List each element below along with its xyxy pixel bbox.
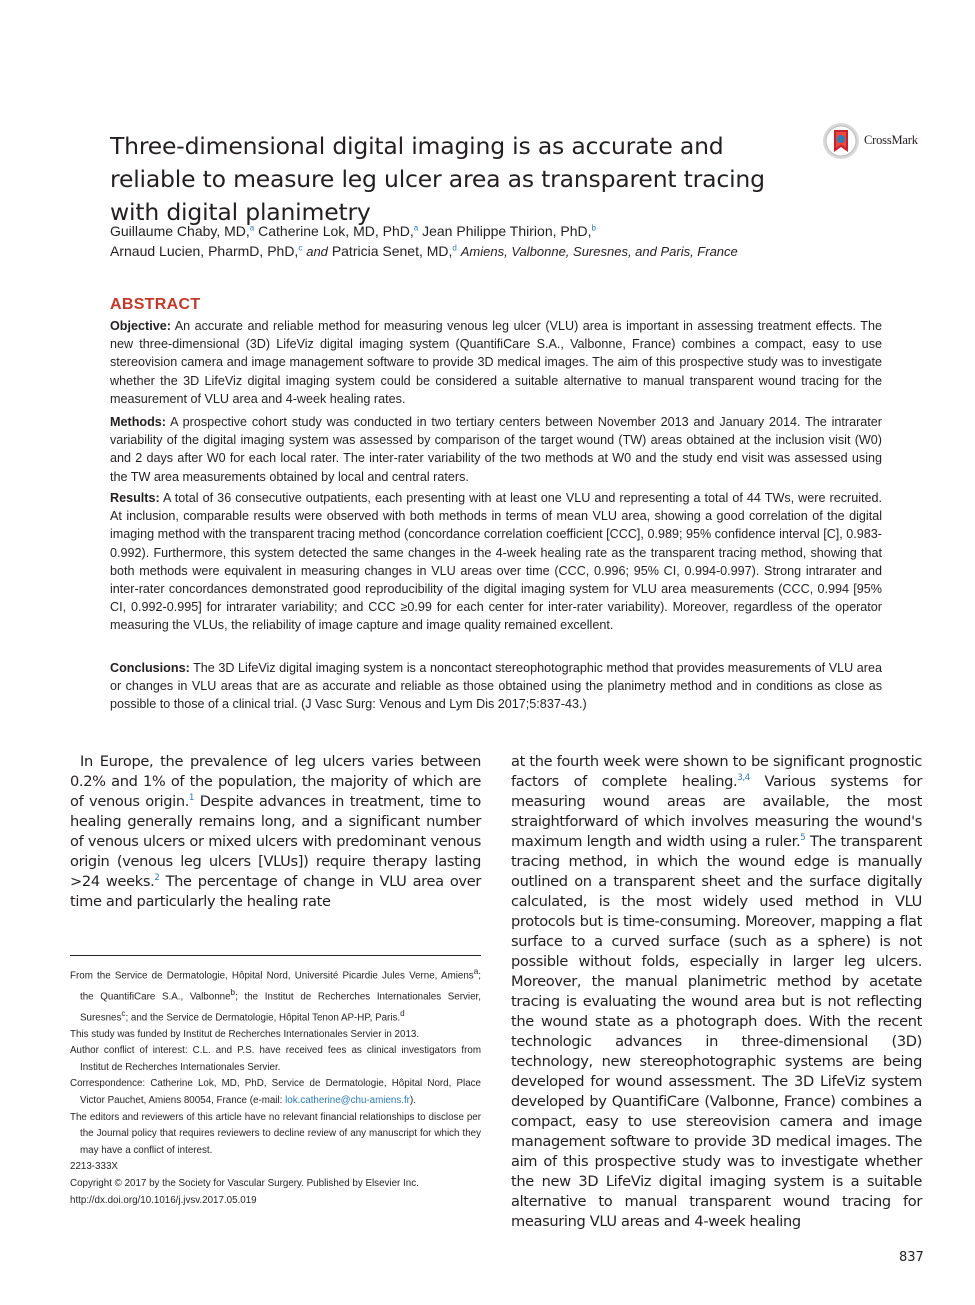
footnote-affiliations bbox=[70, 964, 481, 1027]
footnote-text: From the Service de Dermatologie, Hôpital Nord, Université Picardie Jules Verne, Amiens bbox=[70, 970, 474, 982]
abstract-objective bbox=[110, 317, 882, 408]
affiliation-marker[interactable]: d bbox=[452, 243, 457, 253]
footnote-funding: This study was funded by Institut de Recherches Internationales Servier in 2013. bbox=[70, 1028, 420, 1040]
affiliation-marker[interactable]: a bbox=[249, 223, 255, 233]
crossmark-icon bbox=[822, 122, 860, 160]
footnote-correspondence bbox=[70, 1076, 481, 1109]
body-column-right bbox=[511, 752, 922, 1232]
section-label: Results: bbox=[110, 491, 160, 505]
section-label: Methods: bbox=[110, 415, 166, 429]
body-text: The transparent tracing method, in which the wound edge is manually outlined on a transparent sheet and the surface digitally calculated, is the most widely used method in VLU protocols but is time-consuming. Moreover, mapping a flat surface to a curved surface (such as a sphere) is not possible without folds, especially in larger leg ulcers. Moreover, the manual planimetric method by acetate tracing is evaluating the wound area but is not reflecting the wound state as a photograph does. With the recent technologic advances in three-dimensional (3D) technology, new stereophotographic systems are being developed for wound assessment. The 3D LifeViz system developed by QuantifiCare (Valbonne, France) combines a compact, easy to use stereovision camera and image management software to provide 3D medical images. The aim of this prospective study was to investigate whether the new 3D LifeViz digital imaging system is a suitable alternative to manual transparent wound tracing for measuring VLU areas and 4-week healing bbox=[511, 833, 922, 1230]
citation-link[interactable]: 2 bbox=[154, 873, 160, 884]
affiliation-marker[interactable]: c bbox=[298, 243, 303, 253]
body-text: In Europe, the prevalence of leg ulcers varies between 0.2% and 1% of the population, the majority of which are of venous origin. bbox=[70, 753, 481, 810]
affiliation-marker: a bbox=[473, 967, 479, 976]
doi-link[interactable]: http://dx.doi.org/10.1016/j.jvsv.2017.05.019 bbox=[70, 1194, 257, 1206]
footnote-text: ; and the Service de Dermatologie, Hôpital Tenon AP-HP, Paris. bbox=[125, 1011, 401, 1023]
crossmark-badge[interactable] bbox=[822, 122, 932, 162]
footnote-conflict: Author conflict of interest: C.L. and P.S. have received fees as clinical investigators from Institut de Recherches Internationales Servier. bbox=[70, 1045, 481, 1073]
body-column-left bbox=[70, 752, 481, 912]
citation-link[interactable]: 5 bbox=[800, 833, 806, 844]
author-name: Catherine Lok, MD, PhD, bbox=[258, 223, 414, 239]
section-label: Conclusions: bbox=[110, 661, 190, 675]
author-conjunction: and bbox=[306, 244, 328, 259]
author-name: Guillaume Chaby, MD, bbox=[110, 223, 250, 239]
affiliation-marker: d bbox=[400, 1008, 405, 1018]
affiliation-marker[interactable]: a bbox=[413, 223, 419, 233]
citation-link[interactable]: 3,4 bbox=[737, 773, 750, 784]
footnote-editors: The editors and reviewers of this article have no relevant financial relationships to disclose per the Journal policy that requires reviewers to decline review of any manuscript for which they may have a conflict of interest. bbox=[70, 1111, 481, 1156]
body-text: Despite advances in treatment, time to healing generally remains long, and a significant number of venous ulcers or mixed ulcers with predominant venous origin (venous leg ulcers [VLUs]) require therapy lasting >24 weeks. bbox=[70, 793, 481, 890]
abstract-heading: ABSTRACT bbox=[110, 296, 201, 313]
abstract-conclusions bbox=[110, 659, 882, 714]
author-locations: Amiens, Valbonne, Suresnes, and Paris, France bbox=[460, 244, 738, 259]
abstract-methods bbox=[110, 413, 882, 486]
article-title: Three-dimensional digital imaging is as accurate and reliable to measure leg ulcer area as transparent tracing with digital planimetry bbox=[110, 131, 765, 226]
body-text: at the fourth week were shown to be significant prognostic factors of complete healing. bbox=[511, 753, 922, 790]
section-text: An accurate and reliable method for measuring venous leg ulcer (VLU) area is important in assessing treatment effects. The new three-dimensional (3D) LifeViz digital imaging system (QuantifiCare S.A., Valbonne, France) combines a compact, easy to use stereovision camera and image management software to provide 3D medical images. The aim of this prospective study was to investigate whether the 3D LifeViz digital imaging system could be considered a suitable alternative to manual transparent wound tracing for the measurement of VLU area and 4-week healing rates. bbox=[110, 319, 883, 406]
section-text: A prospective cohort study was conducted in two tertiary centers between November 2013 and January 2014. The intrarater variability of the digital imaging system was assessed by comparison of the target wound (TW) areas obtained at the inclusion visit (W0) and 2 days after W0 for each local rater. The inter-rater variability of the two methods at W0 and the study end visit was assessed using the TW area measurements obtained by local and central raters. bbox=[110, 415, 882, 484]
footnote-text: ; the QuantifiCare S.A., Valbonne bbox=[80, 970, 481, 1003]
section-text: A total of 36 consecutive outpatients, each presenting with at least one VLU and representing a total of 44 TWs, were recruited. At inclusion, comparable results were observed with both methods in terms of mean VLU area, showing a good correlation of the digital imaging method with the transparent tracing method (concordance correlation coefficient [CCC], 0.989; 95% confidence interval [C], 0.983-0.992). Furthermore, this system detected the same changes in the 4-week healing rate as the transparent tracing method, showing that both methods were equivalent in measuring changes in VLU areas over time (CCC, 0.996; 95% CI, 0.994-0.997). Strong intrarater and inter-rater concordances demonstrated good reproducibility of the digital imaging system for VLU area measurements (CCC, 0.994 [95% CI, 0.992-0.995] for intrarater variability; and CCC ≥0.99 for each center for inter-rater variability). Moreover, regardless of the operator measuring the VLUs, the reliability of image capture and image quality remained excellent. bbox=[110, 491, 883, 633]
author-list bbox=[110, 221, 870, 262]
footnote-text: ). bbox=[409, 1094, 416, 1106]
author-name: Jean Philippe Thirion, PhD, bbox=[422, 223, 592, 239]
section-text: The 3D LifeViz digital imaging system is a noncontact stereophotographic method that provides measurements of VLU area or changes in VLU areas that are as accurate and reliable as those obtained using the planimetry method and in conditions as close as possible to those of a clinical trial. (J Vasc Surg: Venous and Lym Dis 2017;5:837-43.) bbox=[110, 661, 882, 712]
citation-link[interactable]: 1 bbox=[189, 793, 195, 804]
footnote-divider bbox=[70, 955, 481, 956]
footnote-text: ; the Institut de Recherches Internationales Servier, Suresnes bbox=[80, 991, 481, 1023]
author-name: Patricia Senet, MD, bbox=[331, 243, 453, 259]
footnotes bbox=[70, 964, 481, 1209]
crossmark-label: CrossMark bbox=[864, 133, 918, 147]
body-text: The percentage of change in VLU area over time and particularly the healing rate bbox=[70, 873, 482, 910]
footnote-issn: 2213-333X bbox=[70, 1161, 118, 1173]
section-label: Objective: bbox=[110, 319, 171, 333]
affiliation-marker[interactable]: b bbox=[591, 223, 596, 233]
footnote-text: Correspondence: Catherine Lok, MD, PhD, Service de Dermatologie, Hôpital Nord, Place Victor Pauchet, Amiens 80054, France (e-mail: bbox=[70, 1078, 481, 1106]
author-name: Arnaud Lucien, PharmD, PhD, bbox=[110, 243, 299, 259]
body-text: Various systems for measuring wound areas are available, the most straightforward of which involves measuring the wound's maximum length and width using a ruler. bbox=[511, 773, 922, 850]
affiliation-marker: b bbox=[230, 987, 236, 997]
abstract-results bbox=[110, 489, 882, 635]
email-link[interactable]: lok.catherine@chu-amiens.fr bbox=[285, 1094, 410, 1106]
affiliation-marker: c bbox=[121, 1008, 126, 1018]
footnote-copyright: Copyright © 2017 by the Society for Vascular Surgery. Published by Elsevier Inc. bbox=[70, 1177, 419, 1189]
page-number: 837 bbox=[899, 1250, 924, 1265]
